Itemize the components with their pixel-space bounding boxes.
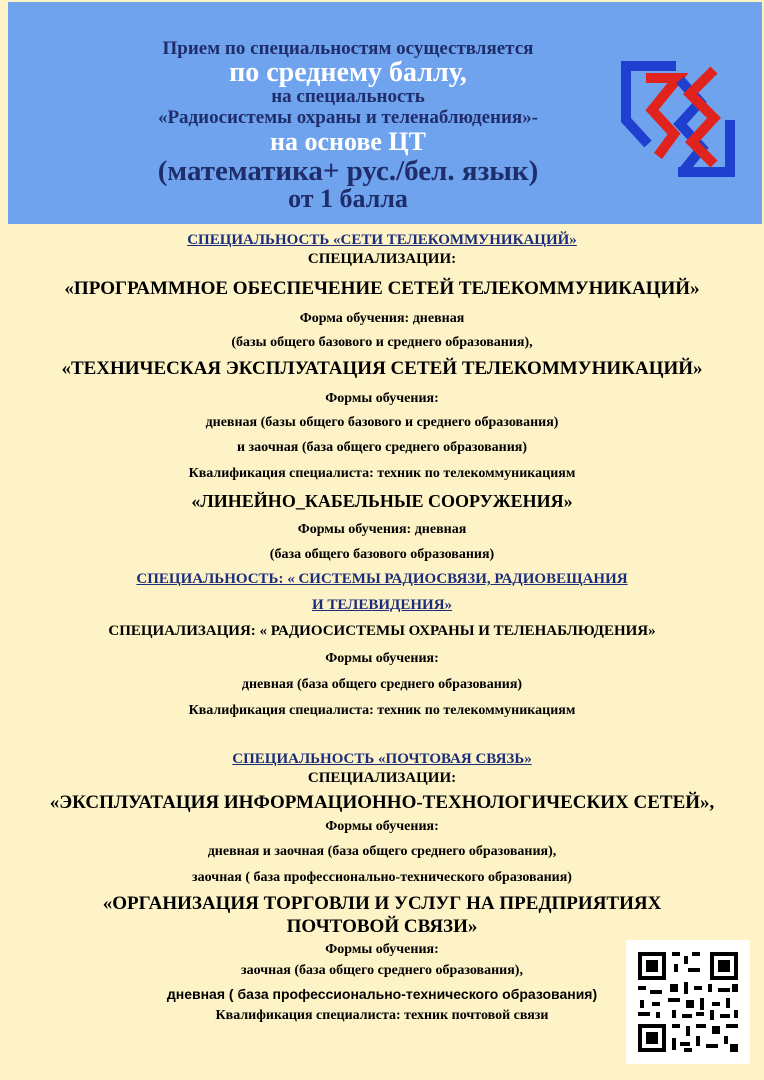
section-title-post: СПЕЦИАЛЬНОСТЬ «ПОЧТОВАЯ СВЯЗЬ»	[232, 751, 532, 767]
study-base: дневная (база общего среднего образования)	[241, 677, 523, 692]
study-base: дневная (базы общего базового и среднего образования)	[205, 415, 559, 430]
study-form: Формы обучения:	[325, 391, 439, 406]
study-base: заочная ( база профессионально-технического образования)	[192, 870, 572, 885]
specializations-label: СПЕЦИАЛИЗАЦИИ:	[307, 770, 457, 786]
specialization-title: «ЛИНЕЙНО_КАБЕЛЬНЫЕ СООРУЖЕНИЯ»	[191, 491, 573, 511]
specializations-label: СПЕЦИАЛИЗАЦИИ:	[307, 251, 457, 267]
header-line: Прием по специальностям осуществляется	[162, 38, 534, 59]
section-title-telecom: СПЕЦИАЛЬНОСТЬ «СЕТИ ТЕЛЕКОММУНИКАЦИЙ»	[187, 232, 577, 248]
qr-code-icon[interactable]	[626, 940, 750, 1064]
qualification: Квалификация специалиста: техник по телекоммуникациям	[188, 703, 576, 718]
study-form: Форма обучения: дневная	[299, 311, 465, 326]
study-base: и заочная (база общего среднего образования)	[236, 440, 527, 455]
study-form: Формы обучения: дневная	[297, 522, 467, 537]
study-form: Формы обучения:	[325, 651, 439, 666]
section-title-radio-cont: И ТЕЛЕВИДЕНИЯ»	[311, 597, 453, 613]
study-form: Формы обучения:	[325, 942, 439, 957]
specialization-title: «ЭКСПЛУАТАЦИЯ ИНФОРМАЦИОННО-ТЕХНОЛОГИЧЕСКИХ СЕТЕЙ»,	[49, 792, 715, 813]
header-line: от 1 балла	[288, 184, 408, 213]
specialization-title: «ТЕХНИЧЕСКАЯ ЭКСПЛУАТАЦИЯ СЕТЕЙ ТЕЛЕКОММУНИКАЦИЙ»	[61, 358, 703, 379]
qualification: Квалификация специалиста: техник почтовой связи	[215, 1008, 549, 1023]
study-base: дневная и заочная (база общего среднего образования),	[207, 844, 557, 859]
study-base: заочная (база общего среднего образования),	[241, 963, 523, 978]
header-highlight: на основе ЦТ	[270, 127, 426, 156]
study-form: Формы обучения:	[325, 819, 439, 834]
study-base: (база общего базового образования)	[269, 547, 495, 562]
header-line: на специальность	[271, 86, 425, 107]
specialization-title: СПЕЦИАЛИЗАЦИЯ: « РАДИОСИСТЕМЫ ОХРАНЫ И ТЕЛЕНАБЛЮДЕНИЯ»	[108, 623, 656, 639]
qualification: Квалификация специалиста: техник по телекоммуникациям	[188, 466, 576, 481]
header-line: (математика+ рус./бел. язык)	[157, 155, 539, 187]
header-line: «Радиосистемы охраны и теленаблюдения»-	[157, 107, 539, 128]
study-base: дневная ( база профессионально-технического образования)	[166, 986, 598, 1002]
section-title-radio: СПЕЦИАЛЬНОСТЬ: « СИСТЕМЫ РАДИОСВЯЗИ, РАДИОВЕЩАНИЯ	[136, 571, 628, 587]
specialization-title: «ОРГАНИЗАЦИЯ ТОРГОВЛИ И УСЛУГ НА ПРЕДПРИЯТИЯХ	[102, 893, 662, 914]
specialization-title: «ПРОГРАММНОЕ ОБЕСПЕЧЕНИЕ СЕТЕЙ ТЕЛЕКОММУНИКАЦИЙ»	[64, 278, 700, 299]
study-base: (базы общего базового и среднего образования),	[231, 335, 533, 350]
specialization-title-cont: ПОЧТОВОЙ СВЯЗИ»	[286, 916, 478, 937]
header-highlight: по среднему баллу,	[229, 57, 467, 88]
